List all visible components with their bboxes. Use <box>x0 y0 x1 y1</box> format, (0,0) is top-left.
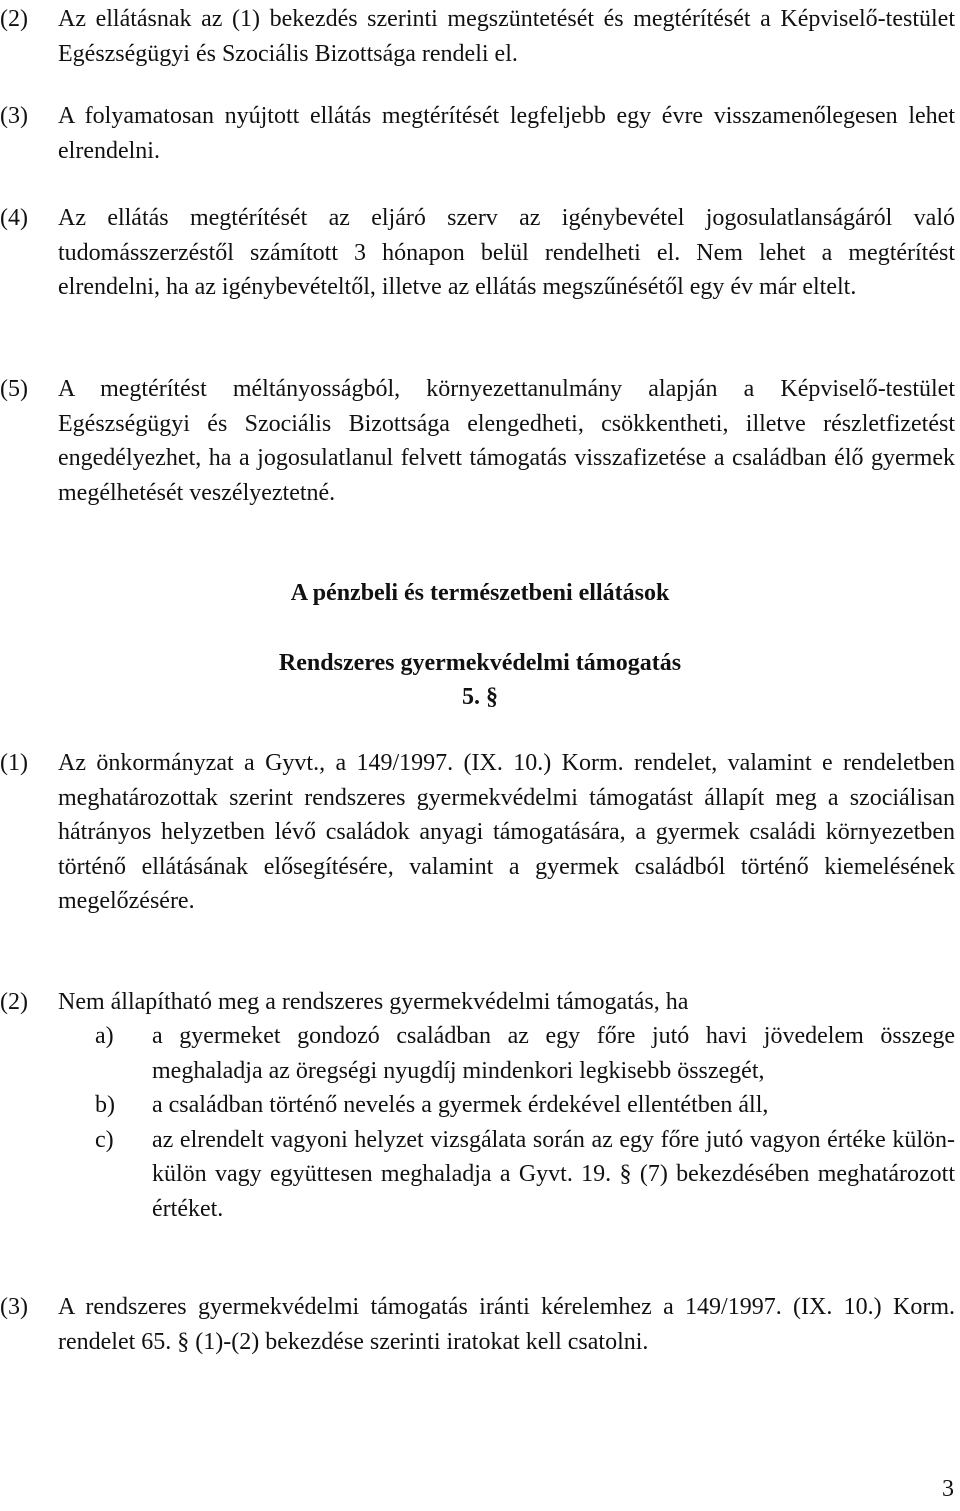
paragraph-text: A rendszeres gyermekvédelmi támogatás iránti kérelemhez a 149/1997. (IX. 10.) Korm. rendelet 65. § (1)-(2) bekezdése szerinti iratokat kell csatolni. <box>58 1294 955 1355</box>
page-number: 3 <box>942 1476 954 1502</box>
paragraph-number: (1) <box>0 750 28 776</box>
list-item-letter: b) <box>95 1092 115 1118</box>
list-item <box>0 1123 955 1227</box>
list-item <box>0 1019 955 1088</box>
section5-paragraph-2 <box>0 985 955 1020</box>
section-title: Rendszeres gyermekvédelmi támogatás <box>278 650 682 676</box>
paragraph-text: Az ellátás megtérítését az eljáró szerv az igénybevétel jogosulatlanságáról való tudomásszerzéstől számított 3 hónapon belül rendelheti el. Nem lehet a megtérítést elrendelni, ha az igénybevételtől, illetve az ellátás megszűnésétől egy év már eltelt. <box>58 205 955 300</box>
list-item-text: a családban történő nevelés a gyermek érdekével ellentétben áll, <box>152 1092 769 1118</box>
list-item-text: a gyermeket gondozó családban az egy főre jutó havi jövedelem összege meghaladja az öregségi nyugdíj mindenkori legkisebb összegét, <box>152 1023 955 1084</box>
paragraph-number: (2) <box>0 6 28 32</box>
paragraph-text: A folyamatosan nyújtott ellátás megtérítését legfeljebb egy évre visszamenőlegesen lehet elrendelni. <box>58 103 955 164</box>
paragraph-number: (3) <box>0 1294 28 1320</box>
section5-paragraph-1 <box>0 746 955 919</box>
list-item-text: az elrendelt vagyoni helyzet vizsgálata során az egy főre jutó vagyon értéke külön-külön vagy együttesen meghaladja a Gyvt. 19. § (7) bekezdésében meghatározott értéket. <box>152 1126 955 1222</box>
chapter-heading: A pénzbeli és természetbeni ellátások <box>290 580 670 606</box>
list-item-letter: c) <box>95 1126 114 1153</box>
condition-list <box>0 1019 955 1226</box>
paragraph-4 <box>0 201 955 305</box>
paragraph-number: (4) <box>0 205 28 231</box>
section-number: 5. § <box>462 684 498 710</box>
paragraph-text: Az önkormányzat a Gyvt., a 149/1997. (IX. 10.) Korm. rendelet, valamint e rendeletben meghatározottak szerint rendszeres gyermekvédelmi támogatást állapít meg a szociálisan hátrányos helyzetben lévő családok anyagi támogatására, a gyermek családi környezetben történő ellátásának elősegítésére, valamint a gyermek családból történő kiemelésének megelőzésére. <box>58 750 955 914</box>
paragraph-number: (3) <box>0 103 28 129</box>
paragraph-text: Nem állapítható meg a rendszeres gyermekvédelmi támogatás, ha <box>58 989 689 1015</box>
paragraph-text: Az ellátásnak az (1) bekezdés szerinti megszüntetését és megtérítését a Képviselő-testület Egészségügyi és Szociális Bizottsága rendeli el. <box>58 6 955 67</box>
paragraph-number: (5) <box>0 376 28 402</box>
paragraph-2 <box>0 2 955 71</box>
list-item-letter: a) <box>95 1023 114 1049</box>
section5-paragraph-3 <box>0 1290 955 1359</box>
paragraph-3 <box>0 99 955 168</box>
paragraph-5 <box>0 372 955 510</box>
paragraph-number: (2) <box>0 989 28 1015</box>
list-item <box>0 1088 955 1123</box>
paragraph-text: A megtérítést méltányosságból, környezettanulmány alapján a Képviselő-testület Egészségügyi és Szociális Bizottsága elengedheti, csökkentheti, illetve részletfizetést engedélyezhet, ha a jogosulatlanul felvett támogatás visszafizetése a családban élő gyermek megélhetését veszélyeztetné. <box>58 376 955 506</box>
